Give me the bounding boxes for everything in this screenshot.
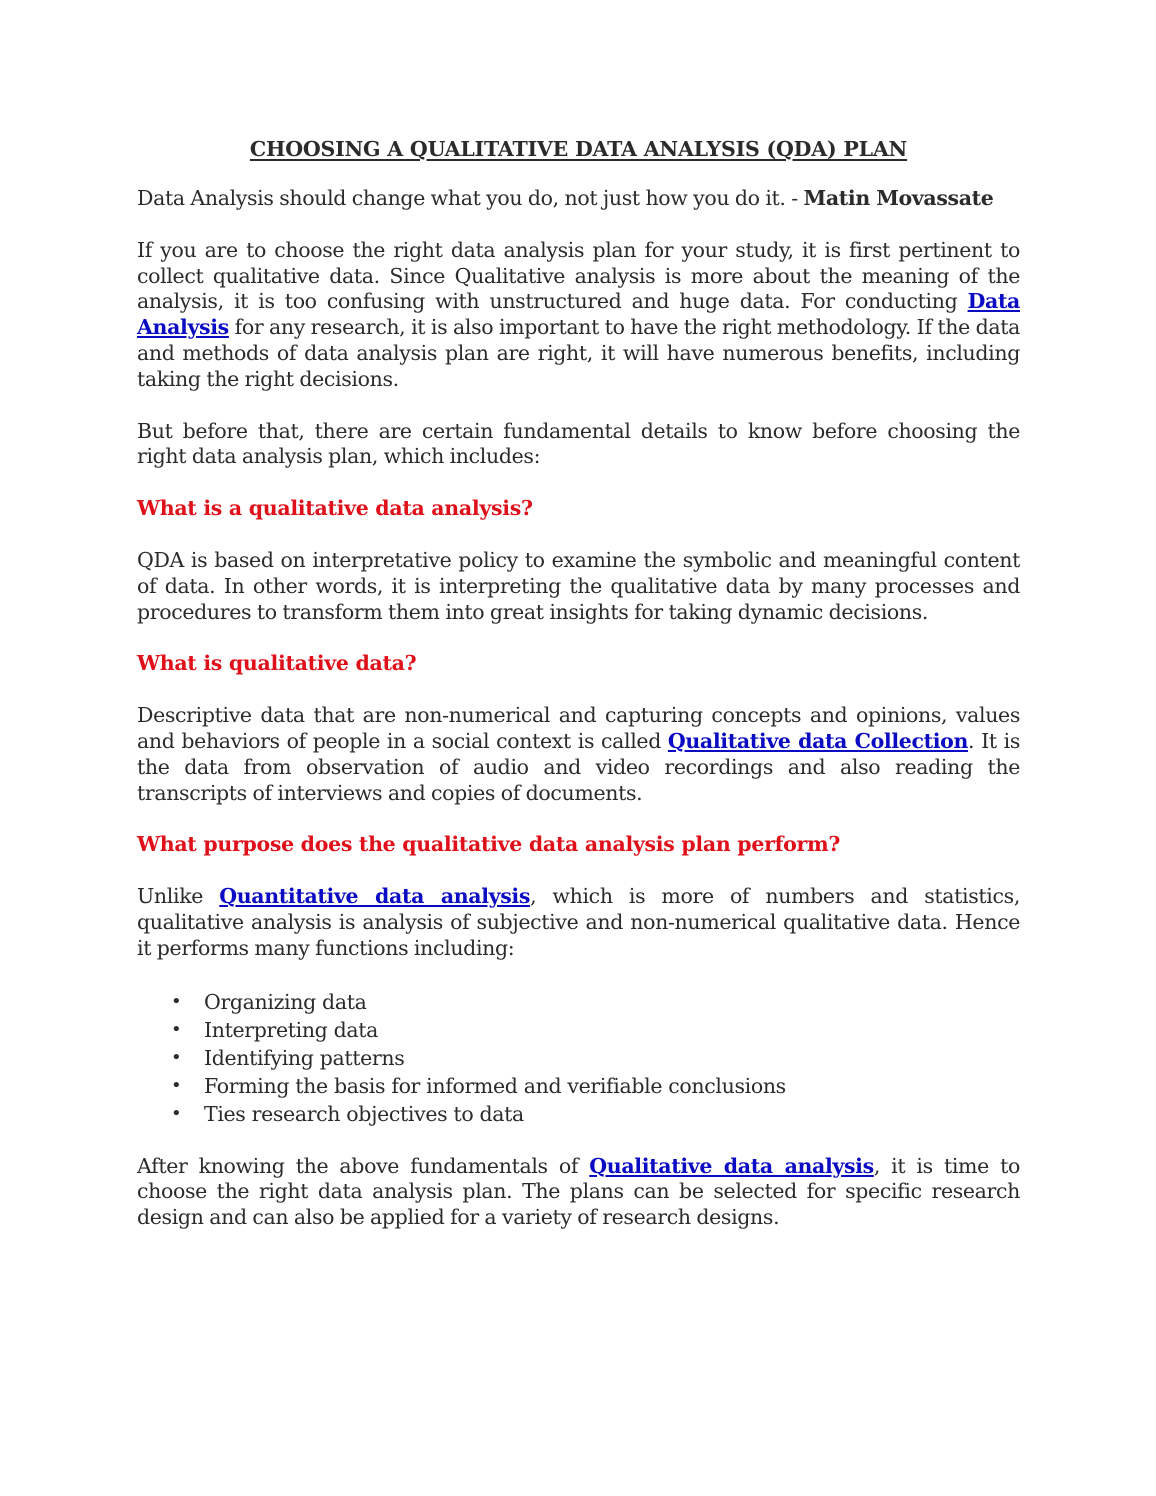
section-body-purpose	[137, 884, 1020, 961]
fundamentals-paragraph: But before that, there are certain fundamental details to know before choosing the right data analysis plan, which includes:	[137, 418, 1020, 469]
list-item	[171, 1044, 1020, 1072]
list-item	[171, 1016, 1020, 1044]
section-text-end: , which is more of numbers and statistics, qualitative analysis is analysis of subjective and non-numerical qualitative data. Hence it performs many functions including:	[137, 884, 1020, 960]
qualitative-data-collection-link[interactable]: Qualitative data Collection	[667, 728, 969, 753]
section-body-what-is-qualitative-data	[137, 703, 1020, 806]
closing-paragraph	[137, 1154, 1020, 1231]
quote-text: Data Analysis should change what you do, not just how you do it. -	[137, 186, 804, 210]
list-item-text: Identifying patterns	[204, 1045, 405, 1070]
section-heading-what-is-qualitative-data: What is qualitative data?	[137, 651, 417, 676]
section-body-what-is-qda: QDA is based on interpretative policy to examine the symbolic and meaningful content of data. In other words, it is interpreting the qualitative data by many processes and procedures to transform them into great insights for taking dynamic decisions.	[137, 547, 1020, 624]
list-item-text: Ties research objectives to data	[204, 1101, 524, 1126]
quantitative-data-analysis-link[interactable]: Quantitative data analysis	[219, 884, 531, 909]
section-heading-purpose: What purpose does the qualitative data analysis plan perform?	[137, 832, 841, 857]
intro-text-start: If you are to choose the right data analysis plan for your study, it is first pertinent to collect qualitative data. Since Qualitative analysis is more about the meaning of the analysis, it is too confusing with unstructured and huge data. For conducting	[137, 237, 1020, 314]
functions-list	[137, 988, 1020, 1128]
bullet-icon: •	[171, 1018, 182, 1040]
intro-paragraph	[137, 238, 1020, 393]
quote-author: Matin Movassate	[803, 186, 994, 210]
document-page	[137, 132, 1020, 1231]
list-item-text: Interpreting data	[204, 1017, 379, 1042]
section-text-end: . It is the data from observation of audio and video recordings and also reading the transcripts of interviews and copies of documents.	[137, 728, 1020, 805]
bullet-icon: •	[171, 1102, 182, 1124]
bullet-icon: •	[171, 990, 182, 1012]
closing-text-start: After knowing the above fundamentals of	[137, 1153, 590, 1178]
list-item	[171, 1100, 1020, 1128]
opening-quote	[137, 186, 1020, 212]
list-item-text: Forming the basis for informed and verifiable conclusions	[204, 1073, 786, 1098]
qualitative-data-analysis-link[interactable]: Qualitative data analysis	[589, 1153, 874, 1178]
list-item-text: Organizing data	[204, 989, 367, 1014]
intro-text-end: for any research, it is also important to have the right methodology. If the data and methods of data analysis plan are right, it will have numerous benefits, including taking the right decisions.	[137, 315, 1020, 391]
section-text-start: Unlike	[137, 884, 220, 909]
list-item	[171, 1072, 1020, 1100]
section-heading-what-is-qda: What is a qualitative data analysis?	[137, 496, 533, 521]
document-title: CHOOSING A QUALITATIVE DATA ANALYSIS (QDA) PLAN	[249, 137, 908, 161]
list-item	[171, 988, 1020, 1016]
closing-text-end: , it is time to choose the right data analysis plan. The plans can be selected for specific research design and can also be applied for a variety of research designs.	[137, 1153, 1020, 1230]
section-text-start: Descriptive data that are non-numerical and capturing concepts and opinions, values and behaviors of people in a social context is called	[137, 703, 1020, 753]
data-analysis-link[interactable]: Data Analysis	[137, 289, 1020, 340]
bullet-icon: •	[171, 1046, 182, 1068]
bullet-icon: •	[171, 1074, 182, 1096]
